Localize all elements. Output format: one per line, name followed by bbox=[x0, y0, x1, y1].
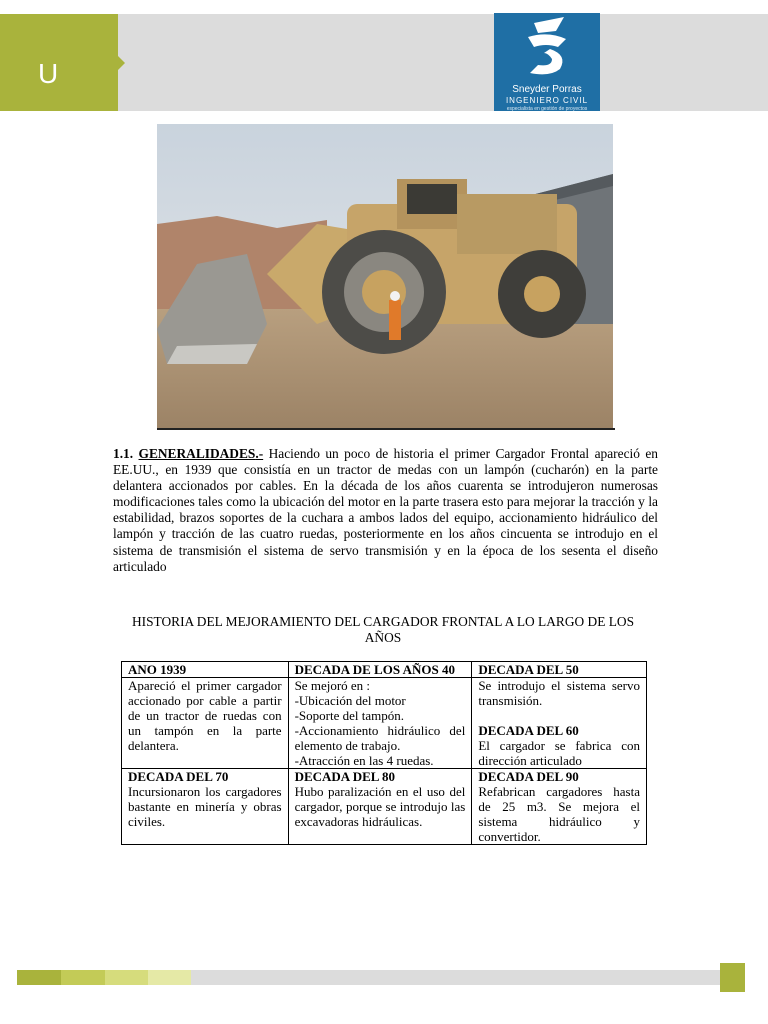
front-loader-photo bbox=[157, 124, 613, 428]
intro-paragraph bbox=[113, 446, 658, 575]
logo-mark-icon bbox=[494, 13, 600, 83]
cell-text: -Atracción en las 4 ruedas. bbox=[294, 753, 434, 768]
cell-heading: DECADA DE LOS AÑOS 40 bbox=[294, 662, 455, 677]
table-row bbox=[122, 662, 647, 678]
cell-heading: DECADA DEL 80 bbox=[294, 769, 395, 784]
cell-text: -Accionamiento hidráulico del elemento de trabajo. bbox=[294, 723, 466, 753]
cell-text: El cargador se fabrica con dirección articulado bbox=[478, 738, 640, 768]
cell-heading: ANO 1939 bbox=[128, 662, 187, 677]
table-cell bbox=[472, 678, 647, 769]
intro-number: 1.1. bbox=[113, 446, 134, 461]
footer-segment bbox=[148, 970, 191, 985]
table-cell bbox=[288, 662, 472, 678]
cell-text: -Ubicación del motor bbox=[294, 693, 406, 708]
cell-spacer bbox=[478, 708, 640, 723]
table-cell bbox=[122, 662, 289, 678]
cell-heading: DECADA DEL 70 bbox=[128, 769, 229, 784]
table-cell bbox=[472, 662, 647, 678]
cell-heading: DECADA DEL 60 bbox=[478, 723, 579, 738]
intro-heading-suffix: .- bbox=[255, 446, 264, 461]
footer-segment bbox=[191, 970, 720, 985]
cell-text: Se mejoró en : bbox=[294, 678, 371, 693]
company-logo bbox=[494, 13, 600, 111]
footer-square bbox=[720, 963, 745, 992]
header-tab bbox=[0, 14, 118, 111]
header-tab-letter: U bbox=[38, 58, 59, 89]
table-cell bbox=[122, 769, 289, 845]
logo-title: INGENIERO CIVIL bbox=[505, 96, 589, 105]
intro-heading: GENERALIDADES bbox=[138, 446, 256, 461]
cell-text: Incursionaron los cargadores bastante en minería y obras civiles. bbox=[128, 784, 282, 829]
footer-segment bbox=[17, 970, 61, 985]
photo-underline bbox=[157, 428, 615, 430]
table-cell bbox=[472, 769, 647, 845]
table-cell bbox=[288, 678, 472, 769]
logo-name: Sneyder Porras bbox=[512, 84, 582, 95]
cell-text: -Soporte del tampón. bbox=[294, 708, 404, 723]
footer-segment bbox=[105, 970, 148, 985]
table-row bbox=[122, 678, 647, 769]
table-row bbox=[122, 769, 647, 845]
cell-heading: DECADA DEL 50 bbox=[478, 662, 579, 677]
cell-text: Hubo paralización en el uso del cargador, porque se introdujo las excavadoras hidráulicas. bbox=[294, 784, 466, 829]
table-cell bbox=[288, 769, 472, 845]
section-title: HISTORIA DEL MEJORAMIENTO DEL CARGADOR FRONTAL A LO LARGO DE LOS AÑOS bbox=[131, 614, 635, 645]
table-cell bbox=[122, 678, 289, 769]
footer-segment bbox=[61, 970, 105, 985]
cell-text: Refabrican cargadores hasta de 25 m3. Se mejora el sistema hidráulico y convertidor. bbox=[478, 784, 640, 844]
cell-heading: DECADA DEL 90 bbox=[478, 769, 579, 784]
cell-text: Se introdujo el sistema servo transmisión. bbox=[478, 678, 640, 708]
history-table bbox=[121, 661, 647, 845]
logo-tagline: especialista en gestión de proyectos bbox=[506, 106, 588, 112]
intro-body: Haciendo un poco de historia el primer Cargador Frontal apareció en EE.UU., en 1939 que consistía en un tractor de medas con un lampón (cucharón) en la parte delantera accionados por cables. En la década de los años cuarenta se introdujeron numerosas modificaciones tales como la ubicación del motor en la parte trasera esto para mejorar la tracción y la estabilidad, brazos soportes de la cuchara a ambos lados del equipo, accionamiento hidráulico del lampón y tracción de las cuatro ruedas, posteriormente en los años cincuenta se introdujo en el sistema de transmisión el sistema de servo transmisión y en la época de los sesenta el diseño articulado bbox=[113, 446, 658, 574]
cell-text: Apareció el primer cargador accionado por cable a partir de un tractor de ruedas con un tampón en la parte delantera. bbox=[128, 678, 282, 753]
